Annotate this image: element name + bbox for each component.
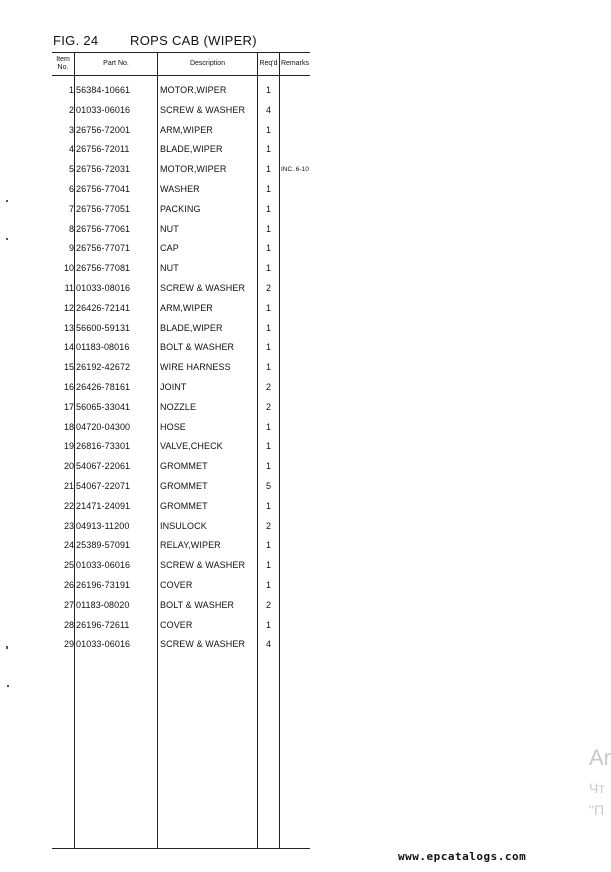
- table-row: [52, 258, 310, 278]
- item-number: 10: [63, 263, 74, 274]
- part-number: 26756-72031: [76, 164, 131, 175]
- part-number: 26756-77071: [76, 243, 131, 254]
- remarks: [281, 634, 310, 654]
- table-row: [52, 615, 310, 635]
- remarks: [281, 179, 310, 199]
- item-number: 12: [63, 302, 74, 313]
- table-row: [52, 318, 310, 338]
- header-reqd: Req'd: [259, 60, 278, 67]
- part-number: 54067-22071: [76, 481, 131, 491]
- remarks: [281, 80, 310, 100]
- watermark-line-1: Ar: [589, 745, 611, 770]
- table-row: [52, 179, 310, 199]
- part-number: 21471-24091: [76, 500, 131, 511]
- remarks: [281, 615, 310, 635]
- table-row: [52, 555, 310, 575]
- item-number: 2: [68, 104, 74, 115]
- remarks: [281, 100, 310, 120]
- table-row: [52, 476, 310, 496]
- description: BOLT & WASHER: [160, 599, 235, 610]
- quantity-required: 1: [265, 85, 271, 95]
- description: NUT: [160, 223, 179, 234]
- remarks: [281, 199, 310, 219]
- item-number: 14: [63, 342, 74, 353]
- description: NUT: [160, 263, 179, 274]
- part-number: 26426-78161: [76, 382, 131, 392]
- quantity-required: 4: [265, 639, 271, 650]
- table-row: [52, 100, 310, 120]
- header-remarks: Remarks: [280, 60, 309, 67]
- quantity-required: 1: [265, 184, 271, 194]
- item-number: 21: [63, 481, 74, 491]
- remarks: [281, 337, 310, 357]
- quantity-required: 1: [265, 619, 271, 630]
- table-row: [52, 120, 310, 140]
- remarks: [281, 535, 310, 555]
- item-number: 19: [63, 441, 74, 452]
- parts-table: [52, 52, 310, 849]
- table-row: [52, 159, 310, 179]
- part-number: 04720-04300: [76, 421, 131, 432]
- quantity-required: 1: [265, 560, 271, 571]
- table-row: [52, 219, 310, 239]
- remarks: [281, 298, 310, 318]
- remarks: [281, 258, 310, 278]
- description: RELAY,WIPER: [160, 540, 221, 551]
- item-number: 28: [63, 619, 74, 630]
- part-number: 26196-72611: [76, 619, 130, 630]
- description: COVER: [160, 580, 193, 590]
- watermark-line-3: "П: [589, 802, 605, 818]
- part-number: 26756-77061: [76, 223, 131, 234]
- remarks: [281, 496, 310, 516]
- quantity-required: 2: [265, 283, 271, 293]
- table-row: [52, 516, 310, 536]
- part-number: 25389-57091: [76, 540, 131, 551]
- item-number: 1: [68, 85, 74, 95]
- quantity-required: 1: [265, 362, 271, 373]
- quantity-required: 1: [265, 421, 271, 432]
- quantity-required: 2: [265, 382, 271, 392]
- quantity-required: 1: [265, 164, 271, 175]
- remarks: [281, 397, 310, 417]
- header-item-line2: No.: [57, 64, 69, 71]
- remarks: [281, 575, 310, 595]
- item-number: 13: [63, 322, 74, 333]
- part-number: 54067-22061: [76, 461, 131, 472]
- quantity-required: 2: [265, 401, 271, 412]
- description: CAP: [160, 243, 179, 254]
- table-row: [52, 595, 310, 615]
- table-row: [52, 199, 310, 219]
- quantity-required: 1: [265, 263, 271, 274]
- item-number: 6: [68, 184, 74, 194]
- table-row: [52, 496, 310, 516]
- part-number: 01183-08016: [76, 342, 130, 353]
- table-row: [52, 377, 310, 397]
- item-number: 20: [63, 461, 74, 472]
- part-number: 26756-72011: [76, 144, 130, 155]
- scan-speck: [6, 238, 8, 240]
- remarks: [281, 278, 310, 298]
- item-number: 8: [68, 223, 74, 234]
- figure-number: FIG. 24: [53, 33, 99, 48]
- quantity-required: 1: [265, 243, 271, 254]
- quantity-required: 5: [265, 481, 271, 491]
- quantity-required: 1: [265, 580, 271, 590]
- quantity-required: 1: [265, 124, 271, 135]
- description: GROMMET: [160, 500, 208, 511]
- table-row: [52, 139, 310, 159]
- item-number: 5: [68, 164, 74, 175]
- description: MOTOR,WIPER: [160, 164, 227, 175]
- part-number: 56384-10661: [76, 85, 131, 95]
- description: PACKING: [160, 203, 201, 214]
- description: SCREW & WASHER: [160, 560, 246, 571]
- table-row: [52, 397, 310, 417]
- part-number: 56065-33041: [76, 401, 131, 412]
- part-number: 01183-08020: [76, 599, 130, 610]
- part-number: 26756-77081: [76, 263, 131, 274]
- part-number: 04913-11200: [76, 520, 130, 531]
- remarks: [281, 120, 310, 140]
- header-description: Description: [189, 60, 225, 67]
- header-divider: [52, 75, 310, 76]
- remarks: [281, 476, 310, 496]
- remarks: [281, 238, 310, 258]
- part-number: 01033-06016: [76, 104, 131, 115]
- remarks: [281, 377, 310, 397]
- remarks: [281, 595, 310, 615]
- description: HOSE: [160, 421, 186, 432]
- quantity-required: 1: [265, 342, 271, 353]
- scan-speck: [7, 685, 9, 687]
- description: ARM,WIPER: [160, 302, 213, 313]
- item-number: 4: [68, 144, 74, 155]
- item-number: 9: [68, 243, 74, 254]
- quantity-required: 1: [265, 500, 271, 511]
- part-number: 01033-06016: [76, 639, 131, 650]
- item-number: 17: [63, 401, 74, 412]
- part-number: 26192-42672: [76, 362, 131, 373]
- scan-speck: [6, 646, 8, 649]
- quantity-required: 1: [265, 540, 271, 551]
- header-part-no: Part No.: [103, 60, 129, 67]
- remarks: [281, 318, 310, 338]
- description: JOINT: [160, 382, 187, 392]
- table-row: [52, 80, 310, 100]
- description: BLADE,WIPER: [160, 144, 223, 155]
- table-row: [52, 337, 310, 357]
- table-row: [52, 417, 310, 437]
- quantity-required: 1: [265, 223, 271, 234]
- remarks: [281, 436, 310, 456]
- item-number: 22: [63, 500, 74, 511]
- description: COVER: [160, 619, 193, 630]
- remarks: [281, 219, 310, 239]
- item-number: 23: [63, 520, 74, 531]
- description: INSULOCK: [160, 520, 207, 531]
- part-number: 26756-72001: [76, 124, 131, 135]
- item-number: 27: [63, 599, 74, 610]
- quantity-required: 1: [265, 461, 271, 472]
- description: WIRE HARNESS: [160, 362, 231, 373]
- remarks: [281, 417, 310, 437]
- item-number: 29: [63, 639, 74, 650]
- remarks: [281, 139, 310, 159]
- table-row: [52, 278, 310, 298]
- part-number: 01033-08016: [76, 283, 131, 293]
- part-number: 26756-77051: [76, 203, 131, 214]
- table-row: [52, 456, 310, 476]
- description: GROMMET: [160, 481, 208, 491]
- item-number: 26: [63, 580, 74, 590]
- header-item-no: [52, 53, 74, 75]
- part-number: 26196-73191: [76, 580, 131, 590]
- item-number: 24: [63, 540, 74, 551]
- description: GROMMET: [160, 461, 208, 472]
- quantity-required: 1: [265, 203, 271, 214]
- remarks: [281, 516, 310, 536]
- quantity-required: 4: [265, 104, 271, 115]
- description: SCREW & WASHER: [160, 104, 246, 115]
- footer-url: www.epcatalogs.com: [398, 850, 527, 863]
- header-item-line1: Item: [56, 56, 70, 63]
- scan-speck: [6, 200, 8, 202]
- part-number: 26756-77041: [76, 184, 131, 194]
- table-row: [52, 238, 310, 258]
- part-number: 26426-72141: [76, 302, 131, 313]
- description: SCREW & WASHER: [160, 639, 246, 650]
- item-number: 15: [63, 362, 74, 373]
- quantity-required: 1: [265, 302, 271, 313]
- remarks: [281, 456, 310, 476]
- table-row: [52, 357, 310, 377]
- item-number: 18: [63, 421, 74, 432]
- table-row: [52, 634, 310, 654]
- description: SCREW & WASHER: [160, 283, 246, 293]
- table-row: [52, 298, 310, 318]
- part-number: 56600-59131: [76, 322, 131, 333]
- quantity-required: 1: [265, 144, 271, 155]
- quantity-required: 1: [265, 322, 271, 333]
- description: VALVE,CHECK: [160, 441, 223, 452]
- description: WASHER: [160, 184, 200, 194]
- quantity-required: 2: [265, 599, 271, 610]
- part-number: 01033-06016: [76, 560, 131, 571]
- item-number: 3: [68, 124, 74, 135]
- figure-name: ROPS CAB (WIPER): [130, 33, 257, 48]
- description: ARM,WIPER: [160, 124, 213, 135]
- remarks: INC. 6-10: [281, 165, 309, 173]
- remarks: [281, 357, 310, 377]
- description: MOTOR,WIPER: [160, 85, 227, 95]
- table-row: [52, 436, 310, 456]
- part-number: 26816-73301: [76, 441, 131, 452]
- item-number: 16: [63, 382, 74, 392]
- watermark-line-2: Чт: [589, 780, 605, 796]
- description: NOZZLE: [160, 401, 197, 412]
- item-number: 25: [63, 560, 74, 571]
- quantity-required: 1: [265, 441, 271, 452]
- description: BOLT & WASHER: [160, 342, 235, 353]
- quantity-required: 2: [265, 520, 271, 531]
- item-number: 7: [68, 203, 74, 214]
- remarks: [281, 555, 310, 575]
- item-number: 11: [64, 283, 74, 293]
- description: BLADE,WIPER: [160, 322, 223, 333]
- table-row: [52, 535, 310, 555]
- table-row: [52, 575, 310, 595]
